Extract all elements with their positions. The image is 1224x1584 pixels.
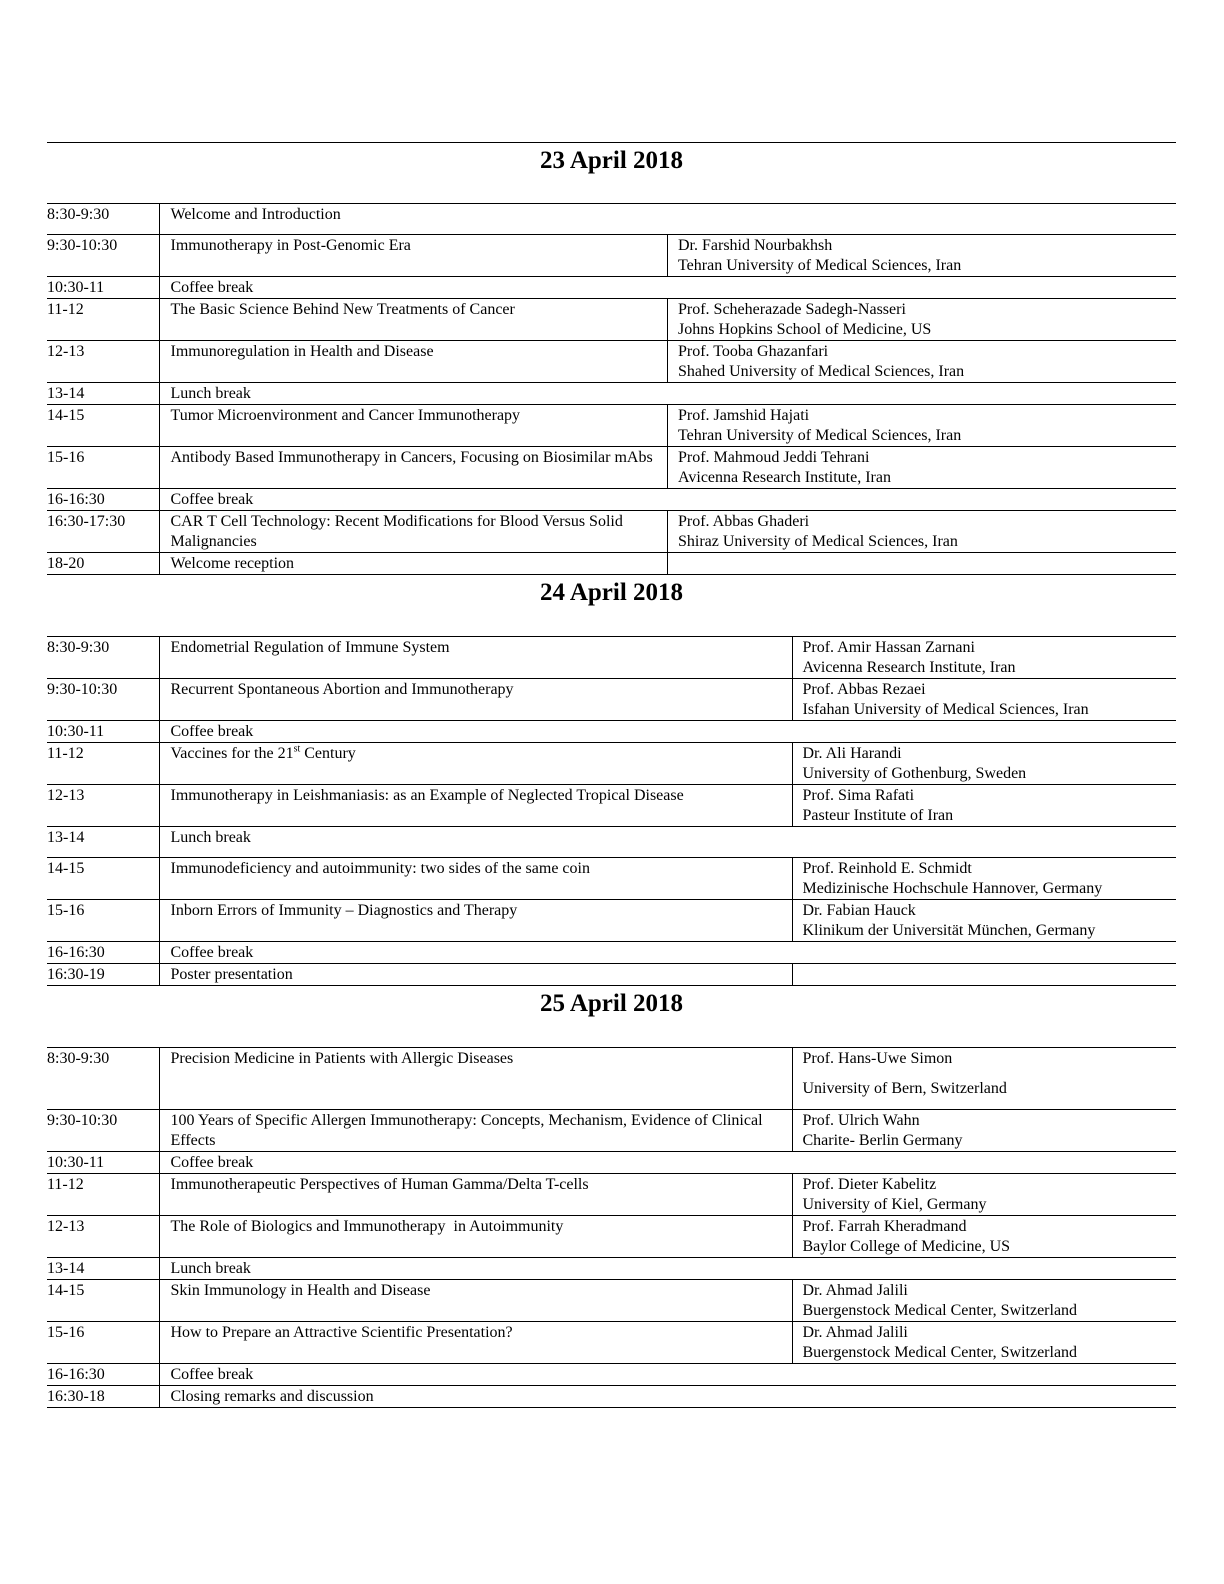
session-title: Coffee break — [159, 489, 1176, 511]
session-title: CAR T Cell Technology: Recent Modifications for Blood Versus Solid Malignancies — [159, 511, 668, 553]
time-cell: 15-16 — [47, 1322, 159, 1364]
table-row — [47, 341, 1176, 383]
table-row — [47, 942, 1176, 964]
table-row — [47, 299, 1176, 341]
time-cell: 10:30-11 — [47, 1152, 159, 1174]
speaker-cell — [792, 1216, 1176, 1258]
speaker-name: Dr. Ali Harandi — [802, 745, 902, 762]
session-title-text: Century — [300, 745, 356, 762]
speaker-cell — [668, 405, 1177, 447]
table-row — [47, 900, 1176, 942]
session-title: Poster presentation — [159, 964, 792, 986]
day-schedule-table — [47, 203, 1176, 575]
table-row — [47, 511, 1176, 553]
session-title: Coffee break — [159, 277, 1176, 299]
time-cell: 16-16:30 — [47, 489, 159, 511]
time-cell: 11-12 — [47, 743, 159, 785]
session-title-text: Vaccines for the 21 — [170, 745, 294, 762]
day-title: 25 April 2018 — [539, 990, 684, 1017]
table-row — [47, 277, 1176, 299]
time-cell: 9:30-10:30 — [47, 679, 159, 721]
session-title: Recurrent Spontaneous Abortion and Immunotherapy — [159, 679, 792, 721]
speaker-cell — [792, 637, 1176, 679]
speaker-affiliation: University of Gothenburg, Sweden — [802, 765, 1027, 782]
time-cell: 12-13 — [47, 341, 159, 383]
speaker-affiliation: Baylor College of Medicine, US — [802, 1238, 1011, 1255]
time-cell: 13-14 — [47, 383, 159, 405]
session-title: Coffee break — [159, 1364, 1176, 1386]
speaker-name: Dr. Fabian Hauck — [802, 902, 916, 919]
speaker-name: Prof. Hans-Uwe Simon — [802, 1050, 953, 1067]
table-row — [47, 235, 1176, 277]
speaker-affiliation: Pasteur Institute of Iran — [802, 807, 954, 824]
speaker-affiliation: Tehran University of Medical Sciences, Iran — [678, 427, 962, 444]
speaker-affiliation: Isfahan University of Medical Sciences, Iran — [802, 701, 1089, 718]
time-cell: 10:30-11 — [47, 721, 159, 743]
speaker-affiliation: Klinikum der Universität München, Germany — [802, 922, 1096, 939]
table-row — [47, 785, 1176, 827]
session-title: Skin Immunology in Health and Disease — [159, 1280, 792, 1322]
session-title: Antibody Based Immunotherapy in Cancers, Focusing on Biosimilar mAbs — [159, 447, 668, 489]
speaker-cell — [792, 1110, 1176, 1152]
speaker-affiliation: University of Kiel, Germany — [802, 1196, 987, 1213]
session-title: Welcome reception — [159, 553, 668, 575]
table-row — [47, 858, 1176, 900]
time-cell: 14-15 — [47, 1280, 159, 1322]
speaker-affiliation: Avicenna Research Institute, Iran — [802, 659, 1016, 676]
time-cell: 10:30-11 — [47, 277, 159, 299]
speaker-cell — [792, 1322, 1176, 1364]
session-title: Lunch break — [159, 383, 1176, 405]
time-cell: 13-14 — [47, 827, 159, 858]
session-title: Coffee break — [159, 721, 1176, 743]
session-title: Tumor Microenvironment and Cancer Immunotherapy — [159, 405, 668, 447]
table-row — [47, 1258, 1176, 1280]
speaker-name: Prof. Ulrich Wahn — [802, 1112, 920, 1129]
day-schedule-table — [47, 636, 1176, 986]
speaker-name: Prof. Sima Rafati — [802, 787, 915, 804]
session-title: Immunodeficiency and autoimmunity: two sides of the same coin — [159, 858, 792, 900]
speaker-cell — [668, 235, 1177, 277]
speaker-cell — [792, 679, 1176, 721]
table-row — [47, 489, 1176, 511]
speaker-name: Dr. Farshid Nourbakhsh — [678, 237, 833, 254]
table-row — [47, 679, 1176, 721]
session-title: Lunch break — [159, 827, 1176, 858]
time-cell: 8:30-9:30 — [47, 204, 159, 235]
speaker-cell — [792, 1048, 1176, 1110]
session-title: The Basic Science Behind New Treatments of Cancer — [159, 299, 668, 341]
table-row — [47, 1048, 1176, 1110]
day-title: 24 April 2018 — [539, 579, 684, 606]
speaker-name: Prof. Mahmoud Jeddi Tehrani — [678, 449, 870, 466]
speaker-cell — [792, 743, 1176, 785]
speaker-cell — [668, 511, 1177, 553]
time-cell: 16-16:30 — [47, 942, 159, 964]
speaker-name: Prof. Dieter Kabelitz — [802, 1176, 937, 1193]
speaker-affiliation: Shiraz University of Medical Sciences, Iran — [678, 533, 958, 550]
table-row — [47, 204, 1176, 235]
time-cell: 16:30-17:30 — [47, 511, 159, 553]
time-cell: 8:30-9:30 — [47, 1048, 159, 1110]
time-cell: 16-16:30 — [47, 1364, 159, 1386]
speaker-name: Prof. Tooba Ghazanfari — [678, 343, 829, 360]
table-row — [47, 405, 1176, 447]
speaker-affiliation: Shahed University of Medical Sciences, Iran — [678, 363, 965, 380]
session-title: Welcome and Introduction — [159, 204, 1176, 235]
speaker-cell — [792, 1174, 1176, 1216]
time-cell: 14-15 — [47, 405, 159, 447]
time-cell: 8:30-9:30 — [47, 637, 159, 679]
session-title: Immunoregulation in Health and Disease — [159, 341, 668, 383]
table-row — [47, 447, 1176, 489]
speaker-name: Prof. Jamshid Hajati — [678, 407, 810, 424]
speaker-affiliation: Charite- Berlin Germany — [802, 1132, 963, 1149]
time-cell: 12-13 — [47, 785, 159, 827]
schedule-page — [47, 142, 1176, 1408]
table-row — [47, 721, 1176, 743]
speaker-cell — [668, 299, 1177, 341]
time-cell: 9:30-10:30 — [47, 235, 159, 277]
time-cell: 18-20 — [47, 553, 159, 575]
speaker-affiliation: Buergenstock Medical Center, Switzerland — [802, 1302, 1078, 1319]
time-cell: 11-12 — [47, 299, 159, 341]
table-row — [47, 1364, 1176, 1386]
time-cell: 15-16 — [47, 900, 159, 942]
session-title: Inborn Errors of Immunity – Diagnostics and Therapy — [159, 900, 792, 942]
speaker-cell — [668, 341, 1177, 383]
table-row — [47, 1216, 1176, 1258]
speaker-cell — [792, 858, 1176, 900]
table-row — [47, 743, 1176, 785]
time-cell: 16:30-19 — [47, 964, 159, 986]
speaker-affiliation: Johns Hopkins School of Medicine, US — [678, 321, 932, 338]
time-cell: 13-14 — [47, 1258, 159, 1280]
table-row — [47, 1322, 1176, 1364]
session-title: The Role of Biologics and Immunotherapy in Autoimmunity — [159, 1216, 792, 1258]
session-title: How to Prepare an Attractive Scientific Presentation? — [159, 1322, 792, 1364]
speaker-cell — [792, 964, 1176, 986]
speaker-affiliation: Tehran University of Medical Sciences, Iran — [678, 257, 962, 274]
speaker-name: Prof. Reinhold E. Schmidt — [802, 860, 972, 877]
table-row — [47, 553, 1176, 575]
session-title: Closing remarks and discussion — [159, 1386, 1176, 1408]
superscript: st — [293, 743, 301, 755]
speaker-name: Dr. Ahmad Jalili — [802, 1282, 908, 1299]
session-title: Immunotherapy in Leishmaniasis: as an Example of Neglected Tropical Disease — [159, 785, 792, 827]
speaker-name: Prof. Abbas Rezaei — [802, 681, 926, 698]
table-row — [47, 637, 1176, 679]
time-cell: 16:30-18 — [47, 1386, 159, 1408]
speaker-name: Prof. Amir Hassan Zarnani — [802, 639, 975, 656]
speaker-cell — [668, 553, 1177, 575]
session-title: Precision Medicine in Patients with Allergic Diseases — [159, 1048, 792, 1110]
table-row — [47, 1386, 1176, 1408]
table-row — [47, 1280, 1176, 1322]
day-schedule-table — [47, 1047, 1176, 1408]
table-row — [47, 383, 1176, 405]
time-cell: 15-16 — [47, 447, 159, 489]
speaker-cell — [668, 447, 1177, 489]
session-title: Immunotherapy in Post-Genomic Era — [159, 235, 668, 277]
time-cell: 11-12 — [47, 1174, 159, 1216]
time-cell: 14-15 — [47, 858, 159, 900]
session-title: Coffee break — [159, 942, 1176, 964]
speaker-name: Prof. Scheherazade Sadegh-Nasseri — [678, 301, 906, 318]
session-title: Endometrial Regulation of Immune System — [159, 637, 792, 679]
speaker-affiliation: Medizinische Hochschule Hannover, Germany — [802, 880, 1103, 897]
session-title: Lunch break — [159, 1258, 1176, 1280]
speaker-name: Prof. Farrah Kheradmand — [802, 1218, 967, 1235]
session-title: 100 Years of Specific Allergen Immunotherapy: Concepts, Mechanism, Evidence of Clinical Effects — [159, 1110, 792, 1152]
time-cell: 12-13 — [47, 1216, 159, 1258]
session-title: Coffee break — [159, 1152, 1176, 1174]
table-row — [47, 827, 1176, 858]
speaker-affiliation: University of Bern, Switzerland — [802, 1080, 1007, 1097]
session-title: Immunotherapeutic Perspectives of Human Gamma/Delta T-cells — [159, 1174, 792, 1216]
speaker-cell — [792, 1280, 1176, 1322]
table-row — [47, 964, 1176, 986]
table-row — [47, 1110, 1176, 1152]
day-title: 23 April 2018 — [47, 142, 1176, 203]
time-cell: 9:30-10:30 — [47, 1110, 159, 1152]
speaker-name: Prof. Abbas Ghaderi — [678, 513, 810, 530]
speaker-cell — [792, 785, 1176, 827]
speaker-affiliation: Avicenna Research Institute, Iran — [678, 469, 891, 486]
table-row — [47, 1152, 1176, 1174]
speaker-cell — [792, 900, 1176, 942]
session-title — [159, 743, 792, 785]
speaker-name: Dr. Ahmad Jalili — [802, 1324, 908, 1341]
table-row — [47, 1174, 1176, 1216]
speaker-affiliation: Buergenstock Medical Center, Switzerland — [802, 1344, 1078, 1361]
